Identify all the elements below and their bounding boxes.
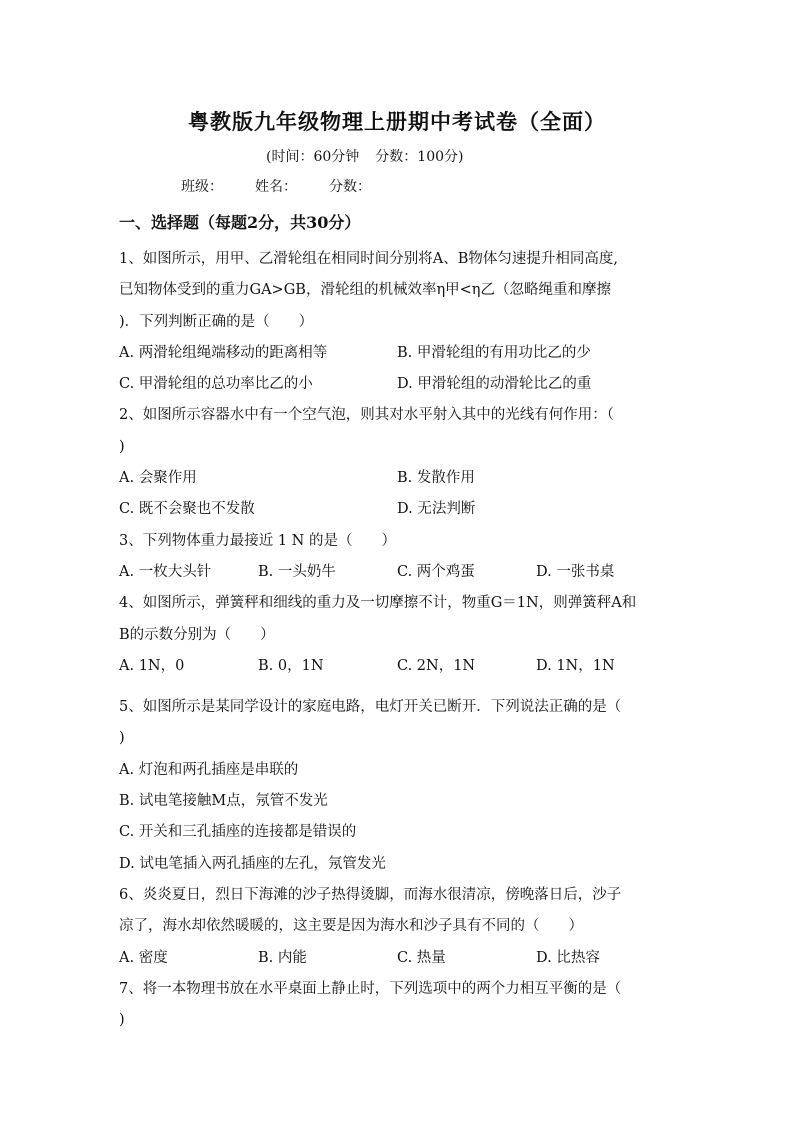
option-d: D. 甲滑轮组的动滑轮比乙的重	[397, 376, 592, 393]
option-b: B. 甲滑轮组的有用功比乙的少	[397, 344, 591, 361]
question-text: 2、如图所示容器水中有一个空气泡，则其对水平射入其中的光线有何作用：（	[119, 407, 614, 424]
option-d: D. 1N，1N	[536, 657, 615, 674]
option-c: C. 既不会聚也不发散	[119, 501, 255, 518]
question-3	[119, 526, 675, 589]
exam-time: (时间：60分钟	[266, 149, 360, 165]
option-c: C. 热量	[397, 949, 446, 966]
option-a: A. 1N，0	[119, 657, 185, 674]
question-7	[119, 974, 675, 1037]
question-text: B的示数分别为（ ）	[119, 626, 275, 643]
option-d: D. 试电笔插入两孔插座的左孔，氖管发光	[119, 855, 386, 872]
options-row	[119, 338, 675, 369]
option-c: C. 两个鸡蛋	[397, 563, 475, 580]
exam-total-score: 分数：100分)	[375, 149, 464, 165]
question-text: )	[119, 1012, 125, 1029]
option-b: B. 试电笔接触M点，氖管不发光	[119, 793, 328, 810]
exam-meta	[266, 146, 463, 166]
question-text: 4、如图所示，弹簧秤和细线的重力及一切摩擦不计，物重G＝1N，则弹簧秤A和	[119, 595, 637, 612]
option-b: B. 内能	[258, 949, 307, 966]
question-2	[119, 400, 675, 525]
option-c: C. 开关和三孔插座的连接都是错误的	[119, 824, 357, 841]
option-a: A. 密度	[119, 949, 168, 966]
options-row	[119, 463, 675, 494]
student-info	[181, 176, 371, 196]
question-text: 7、将一本物理书放在水平桌面上静止时，下列选项中的两个力相互平衡的是（	[119, 980, 622, 997]
option-b: B. 发散作用	[397, 470, 475, 487]
question-text: )	[119, 730, 125, 747]
question-5	[119, 692, 675, 880]
question-text: 3、下列物体重力最接近 1 N 的是（ ）	[119, 532, 396, 549]
options-row	[119, 557, 675, 588]
option-c: C. 2N，1N	[397, 657, 476, 674]
questions	[119, 244, 675, 1036]
score-label: 分数：	[329, 179, 371, 195]
question-6	[119, 880, 675, 974]
question-4	[119, 588, 675, 682]
options-row	[119, 494, 675, 525]
question-text: 已知物体受到的重力GA>GB，滑轮组的机械效率η甲<η乙（忽略绳重和摩擦	[119, 282, 611, 299]
question-text: 1、如图所示，用甲、乙滑轮组在相同时间分别将A、B物体匀速提升相同高度,	[119, 251, 618, 267]
option-b: B. 0，1N	[258, 657, 324, 674]
option-a: A. 一枚大头针	[119, 563, 212, 580]
option-d: D. 一张书桌	[536, 563, 615, 580]
option-c: C. 甲滑轮组的总功率比乙的小	[119, 376, 313, 393]
options-row	[119, 369, 675, 400]
option-a: A. 会聚作用	[119, 470, 197, 487]
section-heading: 一、选择题（每题2分，共30分）	[119, 213, 361, 232]
question-1	[119, 244, 675, 400]
question-text: )	[119, 438, 125, 455]
option-d: D. 无法判断	[397, 501, 476, 518]
options-row	[119, 651, 675, 682]
page-title: 粤教版九年级物理上册期中考试卷（全面）	[188, 109, 606, 134]
question-text: 凉了，海水却依然暖暖的，这主要是因为海水和沙子具有不同的（ ）	[119, 918, 583, 935]
option-a: A. 灯泡和两孔插座是串联的	[119, 761, 299, 778]
question-text: )．下列判断正确的是（ ）	[119, 313, 314, 330]
question-text: 6、炎炎夏日，烈日下海滩的沙子热得烫脚，而海水很清凉，傍晚落日后，沙子	[119, 886, 622, 903]
class-label: 班级：	[181, 179, 223, 195]
name-label: 姓名：	[255, 179, 297, 195]
option-a: A. 两滑轮组绳端移动的距离相等	[119, 344, 328, 361]
question-text: 5、如图所示是某同学设计的家庭电路，电灯开关已断开．下列说法正确的是（	[119, 699, 622, 716]
option-d: D. 比热容	[536, 949, 600, 966]
option-b: B. 一头奶牛	[258, 563, 336, 580]
options-row	[119, 943, 675, 974]
